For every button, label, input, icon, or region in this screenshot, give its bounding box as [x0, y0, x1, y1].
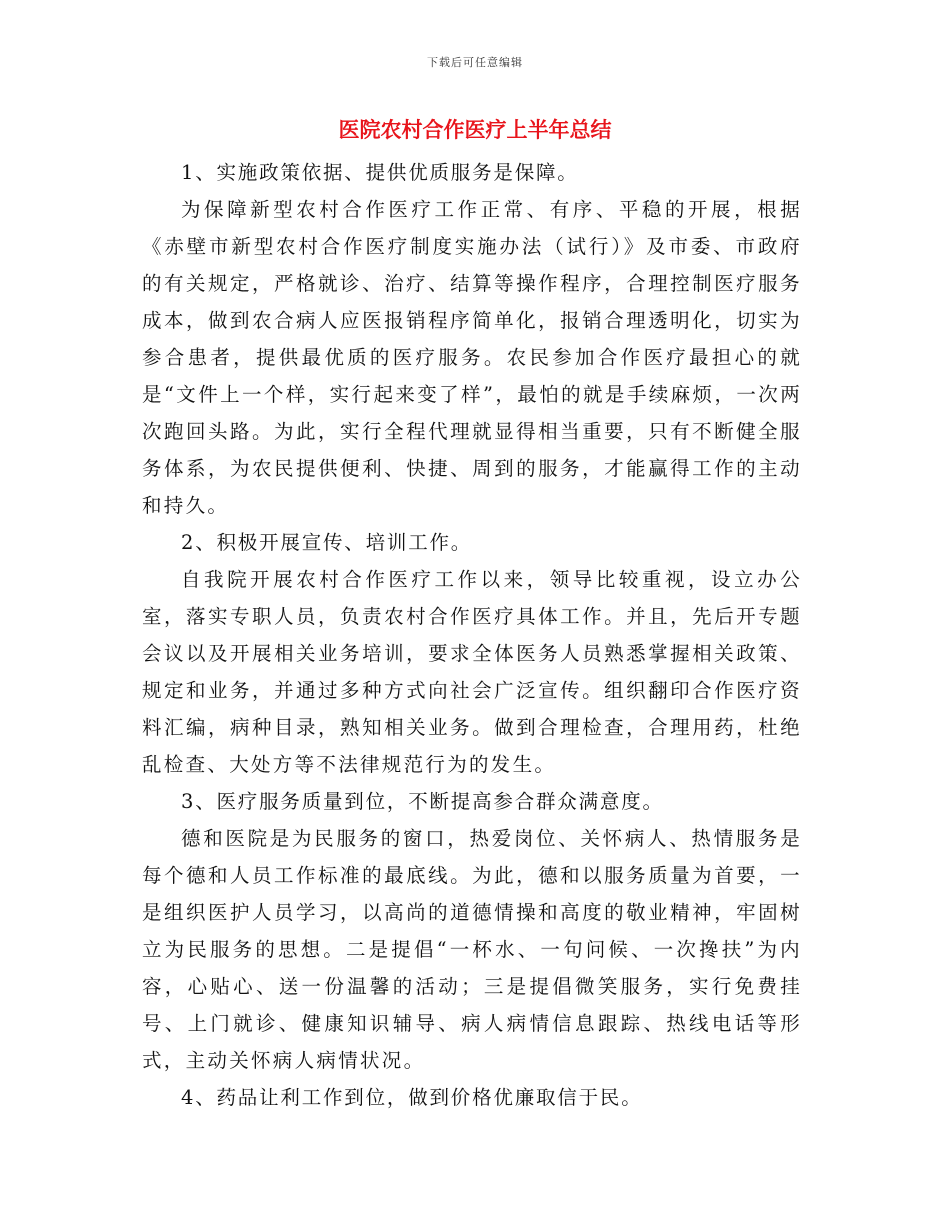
paragraph-1: 为保障新型农村合作医疗工作正常、有序、平稳的开展，根据《赤壁市新型农村合作医疗制度实施办法（试行）》及市委、市政府的有关规定，严格就诊、治疗、结算等操作程序，合理控制医疗服务成本，做到农合病人应医报销程序简单化，报销合理透明化，切实为参合患者，提供最优质的医疗服务。农民参加合作医疗最担心的就是“文件上一个样，实行起来变了样”，最怕的就是手续麻烦，一次两次跑回头路。为此，实行全程代理就显得相当重要，只有不断健全服务体系，为农民提供便利、快捷、周到的服务，才能赢得工作的主动和持久。 [142, 198, 802, 517]
section-heading-3: 3、医疗服务质量到位，不断提高参合群众满意度。 [181, 790, 664, 813]
section-heading-2: 2、积极开展宣传、培训工作。 [181, 531, 473, 554]
paragraph-2: 自我院开展农村合作医疗工作以来，领导比较重视，设立办公室，落实专职人员，负责农村合作医疗具体工作。并且，先后开专题会议以及开展相关业务培训，要求全体医务人员熟悉掌握相关政策、规定和业务，并通过多种方式向社会广泛宣传。组织翻印合作医疗资料汇编，病种目录，熟知相关业务。做到合理检查，合理用药，杜绝乱检查、大处方等不法律规范行为的发生。 [142, 568, 802, 776]
paragraph-3: 德和医院是为民服务的窗口，热爱岗位、关怀病人、热情服务是每个德和人员工作标准的最底线。为此，德和以服务质量为首要，一是组织医护人员学习，以高尚的道德情操和高度的敬业精神，牢固树立为民服务的思想。二是提倡“一杯水、一句问候、一次搀扶”为内容，心贴心、送一份温馨的活动；三是提倡微笑服务，实行免费挂号、上门就诊、健康知识辅导、病人病情信息跟踪、热线电话等形式，主动关怀病人病情状况。 [142, 827, 802, 1072]
document-title: 医院农村合作医疗上半年总结 [338, 118, 612, 142]
section-heading-4: 4、药品让利工作到位，做到价格优廉取信于民。 [181, 1086, 643, 1109]
header-note: 下载后可任意编辑 [427, 56, 523, 69]
section-heading-1: 1、实施政策依据、提供优质服务是保障。 [181, 161, 579, 184]
document-body [142, 154, 802, 1116]
